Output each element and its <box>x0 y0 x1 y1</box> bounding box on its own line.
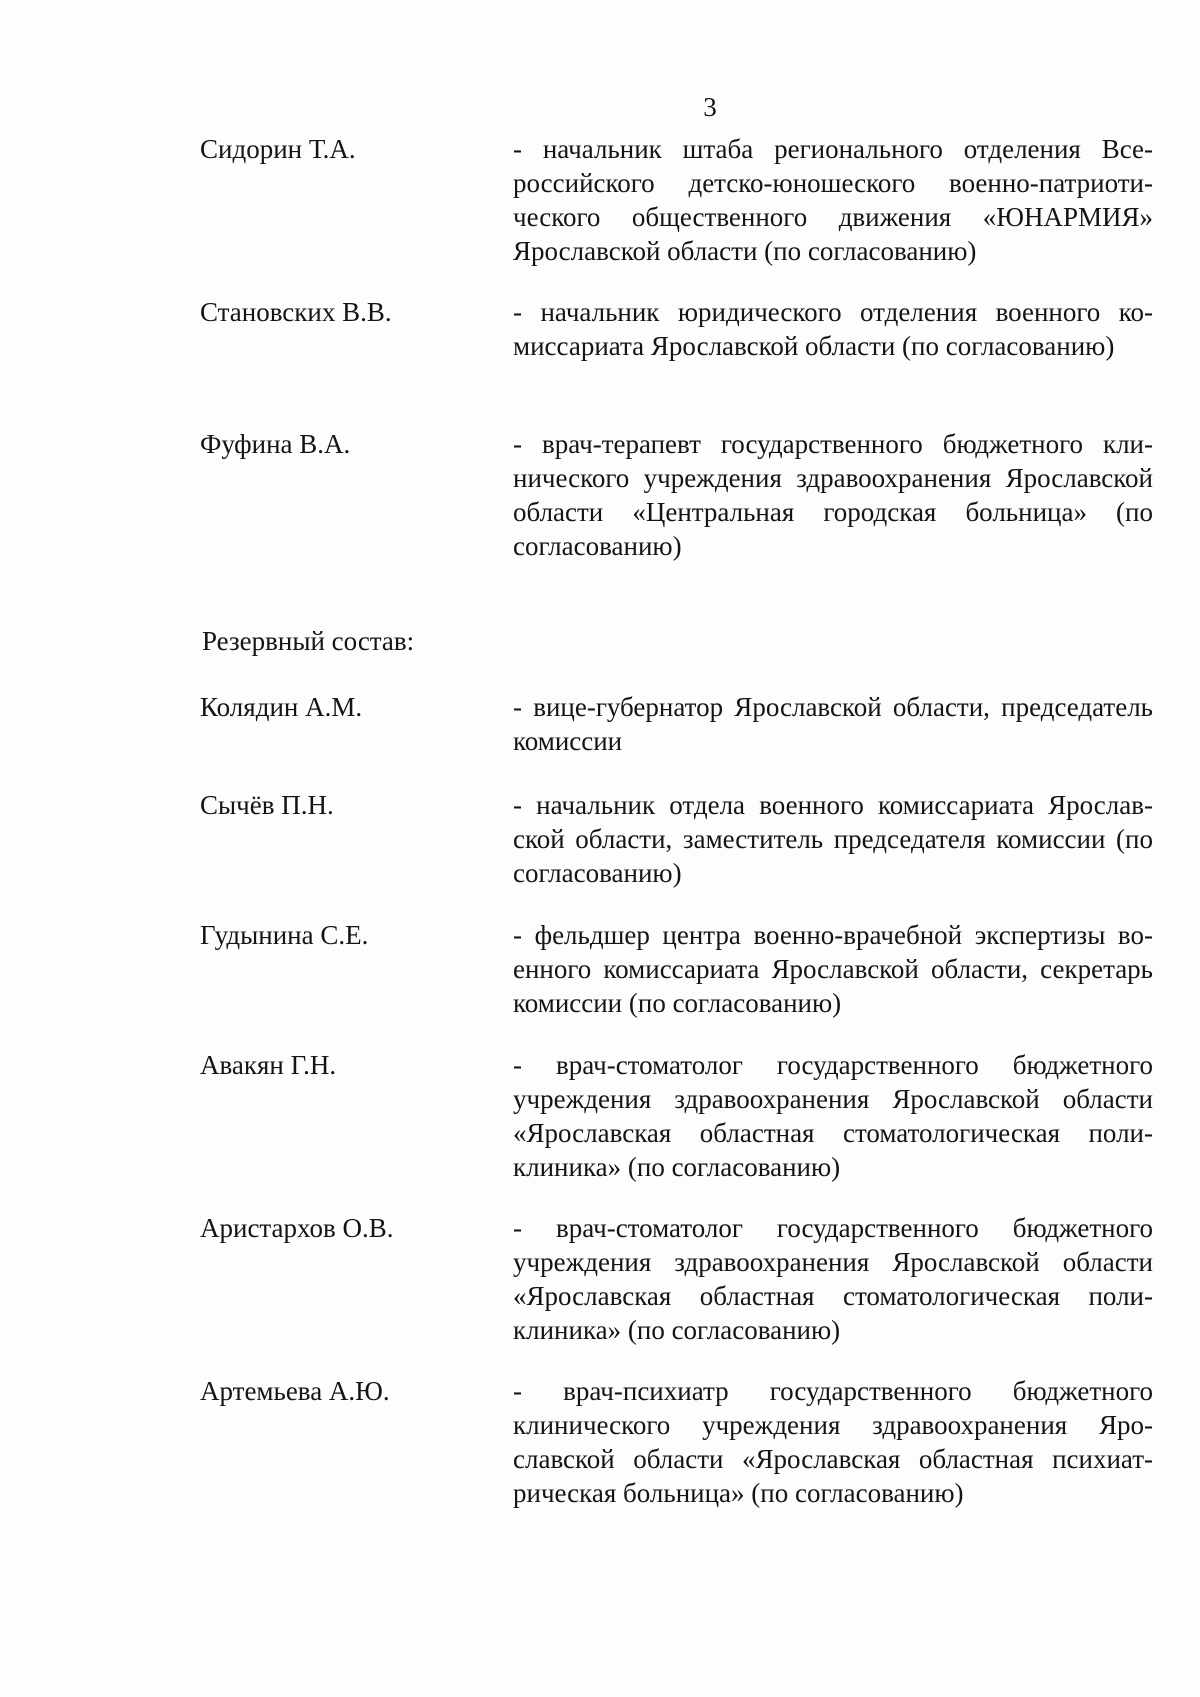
member-name: Колядин А.М. <box>200 692 363 722</box>
member-position: - врач-стоматолог государственного бюджетного учреждения здравоохранения Ярославской области «Ярославская областная стоматологическая поликлиника» (по согласованию) <box>513 1213 1153 1345</box>
member-name: Авакян Г.Н. <box>200 1050 337 1080</box>
member-name: Гудынина С.Е. <box>200 920 369 950</box>
member-position: - начальник штаба регионального отделения Всероссийского детско-юношеского военно-патриотического общественного движения «ЮНАРМИЯ» Ярославской области (по согласованию) <box>513 134 1153 266</box>
member-name: Становских В.В. <box>200 297 392 327</box>
member-position: - начальник отдела военного комиссариата Ярославской области, заместитель председателя комиссии (по согласованию) <box>513 790 1153 888</box>
member-name: Сидорин Т.А. <box>200 134 356 164</box>
member-position: - врач-стоматолог государственного бюджетного учреждения здравоохранения Ярославской области «Ярославская областная стоматологическая поликлиника» (по согласованию) <box>513 1050 1153 1182</box>
page-number: 3 <box>703 92 717 122</box>
member-position: - врач-терапевт государственного бюджетного клинического учреждения здравоохранения Ярославской области «Центральная городская больница» (по согласованию) <box>513 429 1153 561</box>
member-name: Фуфина В.А. <box>200 429 351 459</box>
member-position: - врач-психиатр государственного бюджетного клинического учреждения здравоохранения Ярославской области «Ярославская областная психиатрическая больница» (по согласованию) <box>513 1376 1153 1508</box>
member-position: - фельдшер центра военно-врачебной экспертизы военного комиссариата Ярославской области, секретарь комиссии (по согласованию) <box>513 920 1153 1018</box>
member-name: Сычёв П.Н. <box>200 790 334 820</box>
member-name: Аристархов О.В. <box>200 1213 394 1243</box>
member-position: - вице-губернатор Ярославской области, председатель комиссии <box>513 692 1153 756</box>
member-name: Артемьева А.Ю. <box>200 1376 390 1406</box>
reserve-section-label: Резервный состав: <box>202 626 415 656</box>
member-position: - начальник юридического отделения военного комиссариата Ярославской области (по согласованию) <box>513 297 1153 361</box>
